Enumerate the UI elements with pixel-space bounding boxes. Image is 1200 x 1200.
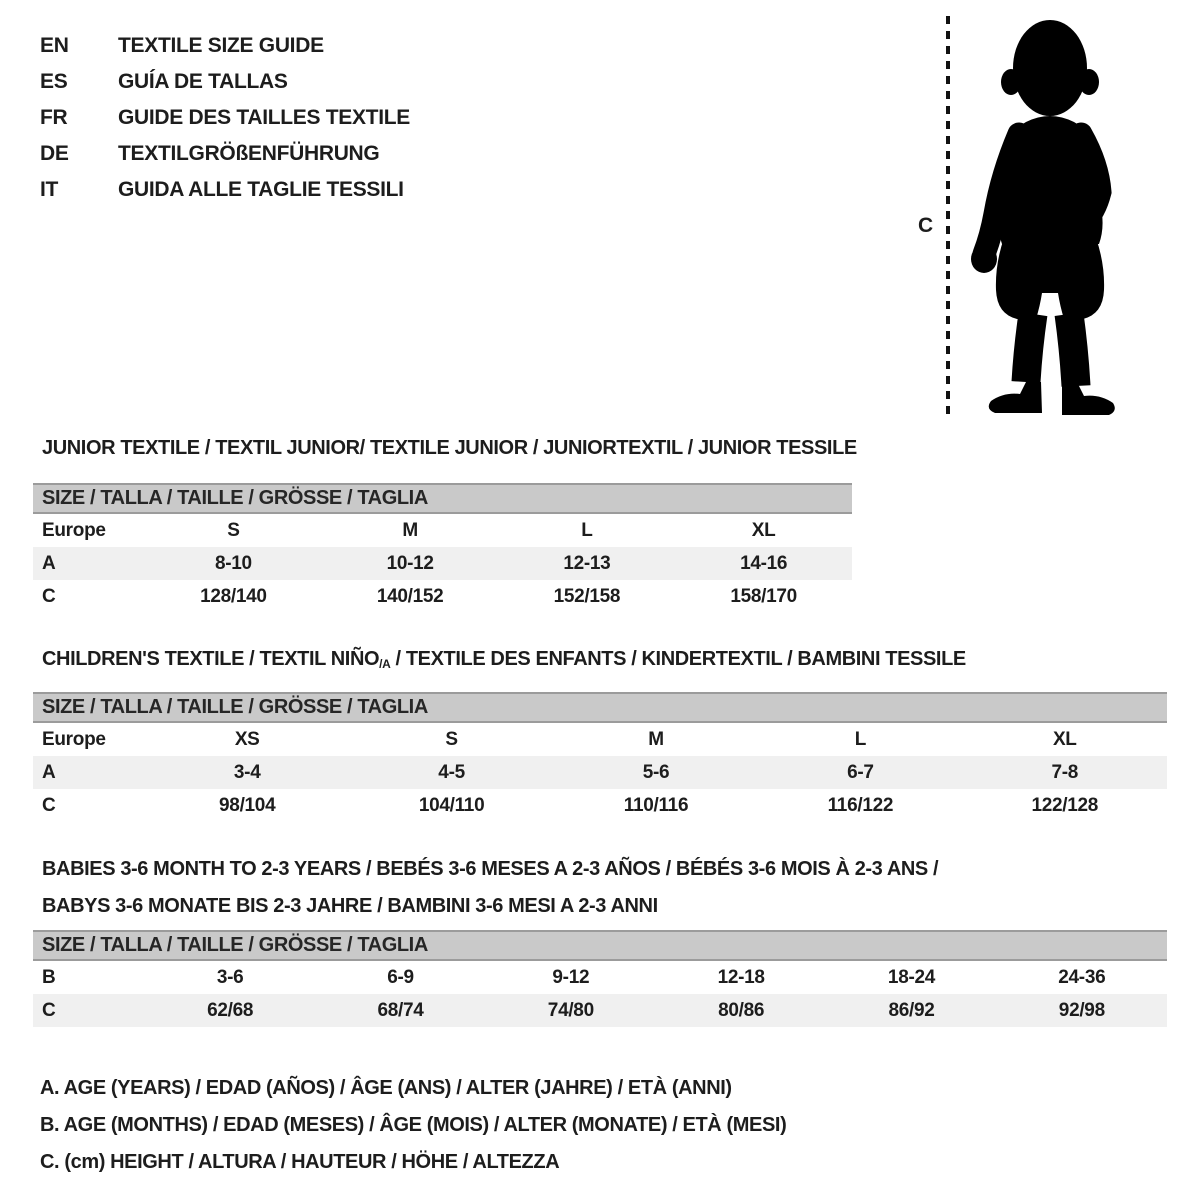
size-cell: 12-13: [499, 547, 676, 580]
row-label: A: [33, 547, 145, 580]
dashed-line: [946, 16, 950, 416]
language-title: TEXTILE SIZE GUIDE: [118, 34, 324, 57]
language-title: GUIDE DES TAILLES TEXTILE: [118, 106, 410, 129]
children-title-rest: / TEXTILE DES ENFANTS / KINDERTEXTIL / BAMBINI TESSILE: [390, 648, 966, 670]
children-title-main: CHILDREN'S TEXTILE / TEXTIL NIÑO: [42, 648, 380, 670]
row-label: Europe: [42, 728, 106, 750]
row-label: B: [42, 966, 56, 988]
row-label: C: [42, 585, 56, 607]
legend-item-c: C. (cm) HEIGHT / ALTURA / HAUTEUR / HÖHE / ALTEZZA: [40, 1151, 560, 1173]
row-label: A: [33, 756, 145, 789]
table-row: [33, 580, 852, 613]
babies-section-title-line1: BABIES 3-6 MONTH TO 2-3 YEARS / BEBÉS 3-6 MESES A 2-3 AÑOS / BÉBÉS 3-6 MOIS À 2-3 ANS /: [42, 858, 939, 880]
size-cell: 80/86: [656, 994, 826, 1027]
children-size-table: [33, 692, 1167, 822]
table-row: [33, 756, 1167, 789]
size-cell: 6-7: [758, 756, 962, 789]
size-cell: 104/110: [418, 794, 485, 816]
table-row: [33, 960, 1167, 994]
legend: [40, 1070, 786, 1181]
measure-label-c: C: [918, 214, 934, 237]
language-code: FR: [40, 106, 68, 129]
size-cell: XL: [751, 519, 776, 541]
size-cell: 98/104: [219, 794, 276, 816]
size-cell: S: [445, 728, 458, 750]
table-row: [33, 547, 852, 580]
size-cell: 3-6: [216, 966, 244, 988]
language-row: [40, 100, 410, 136]
language-list: [40, 28, 410, 208]
size-cell: 12-18: [717, 966, 765, 988]
babies-size-table: [33, 930, 1167, 1027]
row-label: C: [42, 794, 56, 816]
toddler-silhouette: [962, 16, 1138, 420]
height-measure-line: [946, 16, 950, 416]
size-cell: 110/116: [623, 794, 689, 816]
children-section-title: [42, 648, 966, 671]
language-code: IT: [40, 178, 59, 201]
table-row: [33, 513, 852, 547]
table-header-label: SIZE / TALLA / TAILLE / GRÖSSE / TAGLIA: [33, 931, 1167, 960]
language-code: DE: [40, 142, 69, 165]
size-cell: S: [227, 519, 240, 541]
size-cell: 140/152: [376, 585, 444, 607]
table-header-bar: [33, 693, 1167, 722]
size-cell: 158/170: [730, 585, 797, 607]
size-cell: 6-9: [387, 966, 414, 988]
size-cell: 68/74: [315, 994, 485, 1027]
size-cell: 9-12: [552, 966, 590, 988]
junior-size-table: [33, 483, 852, 613]
table-row: [33, 722, 1167, 756]
size-cell: XL: [1052, 728, 1077, 750]
size-cell: 7-8: [963, 756, 1167, 789]
size-cell: 152/158: [553, 585, 621, 607]
size-cell: L: [581, 519, 593, 541]
language-code: ES: [40, 70, 68, 93]
size-cell: 122/128: [1031, 794, 1099, 816]
table-header-label: SIZE / TALLA / TAILLE / GRÖSSE / TAGLIA: [33, 693, 1167, 722]
language-title: GUÍA DE TALLAS: [118, 70, 288, 93]
junior-section-title: JUNIOR TEXTILE / TEXTIL JUNIOR/ TEXTILE JUNIOR / JUNIORTEXTIL / JUNIOR TESSILE: [42, 437, 857, 459]
language-row: [40, 28, 410, 64]
language-title: TEXTILGRÖßENFÜHRUNG: [118, 142, 380, 165]
legend-item-b: B. AGE (MONTHS) / EDAD (MESES) / ÂGE (MOIS) / ALTER (MONATE) / ETÀ (MESI): [40, 1114, 787, 1136]
size-cell: 10-12: [322, 547, 499, 580]
table-header-bar: [33, 484, 852, 513]
size-cell: 18-24: [887, 966, 936, 988]
table-row: [33, 789, 1167, 822]
size-cell: 62/68: [145, 994, 315, 1027]
language-code: EN: [40, 34, 69, 57]
size-cell: 14-16: [675, 547, 852, 580]
table-header-bar: [33, 931, 1167, 960]
language-title: GUIDA ALLE TAGLIE TESSILI: [118, 178, 404, 201]
language-row: [40, 136, 410, 172]
size-cell: 4-5: [349, 756, 553, 789]
size-cell: 8-10: [145, 547, 322, 580]
row-label: C: [33, 994, 145, 1027]
table-row: [33, 994, 1167, 1027]
row-label: Europe: [42, 519, 106, 541]
size-cell: 116/122: [827, 794, 894, 816]
children-title-sub: /A: [379, 657, 391, 671]
babies-section-title-line2: BABYS 3-6 MONATE BIS 2-3 JAHRE / BAMBINI 3-6 MESI A 2-3 ANNI: [42, 895, 658, 917]
size-cell: 5-6: [554, 756, 758, 789]
language-row: [40, 172, 410, 208]
size-cell: 24-36: [1058, 966, 1106, 988]
size-cell: 92/98: [997, 994, 1167, 1027]
size-cell: 3-4: [145, 756, 349, 789]
size-cell: XS: [234, 728, 260, 750]
size-cell: M: [648, 728, 664, 750]
size-cell: M: [402, 519, 418, 541]
size-cell: 128/140: [200, 585, 267, 607]
legend-item-a: A. AGE (YEARS) / EDAD (AÑOS) / ÂGE (ANS) / ALTER (JAHRE) / ETÀ (ANNI): [40, 1077, 732, 1099]
size-cell: L: [854, 728, 867, 750]
size-cell: 86/92: [826, 994, 996, 1027]
language-row: [40, 64, 410, 100]
table-header-label: SIZE / TALLA / TAILLE / GRÖSSE / TAGLIA: [33, 484, 852, 513]
size-cell: 74/80: [486, 994, 656, 1027]
